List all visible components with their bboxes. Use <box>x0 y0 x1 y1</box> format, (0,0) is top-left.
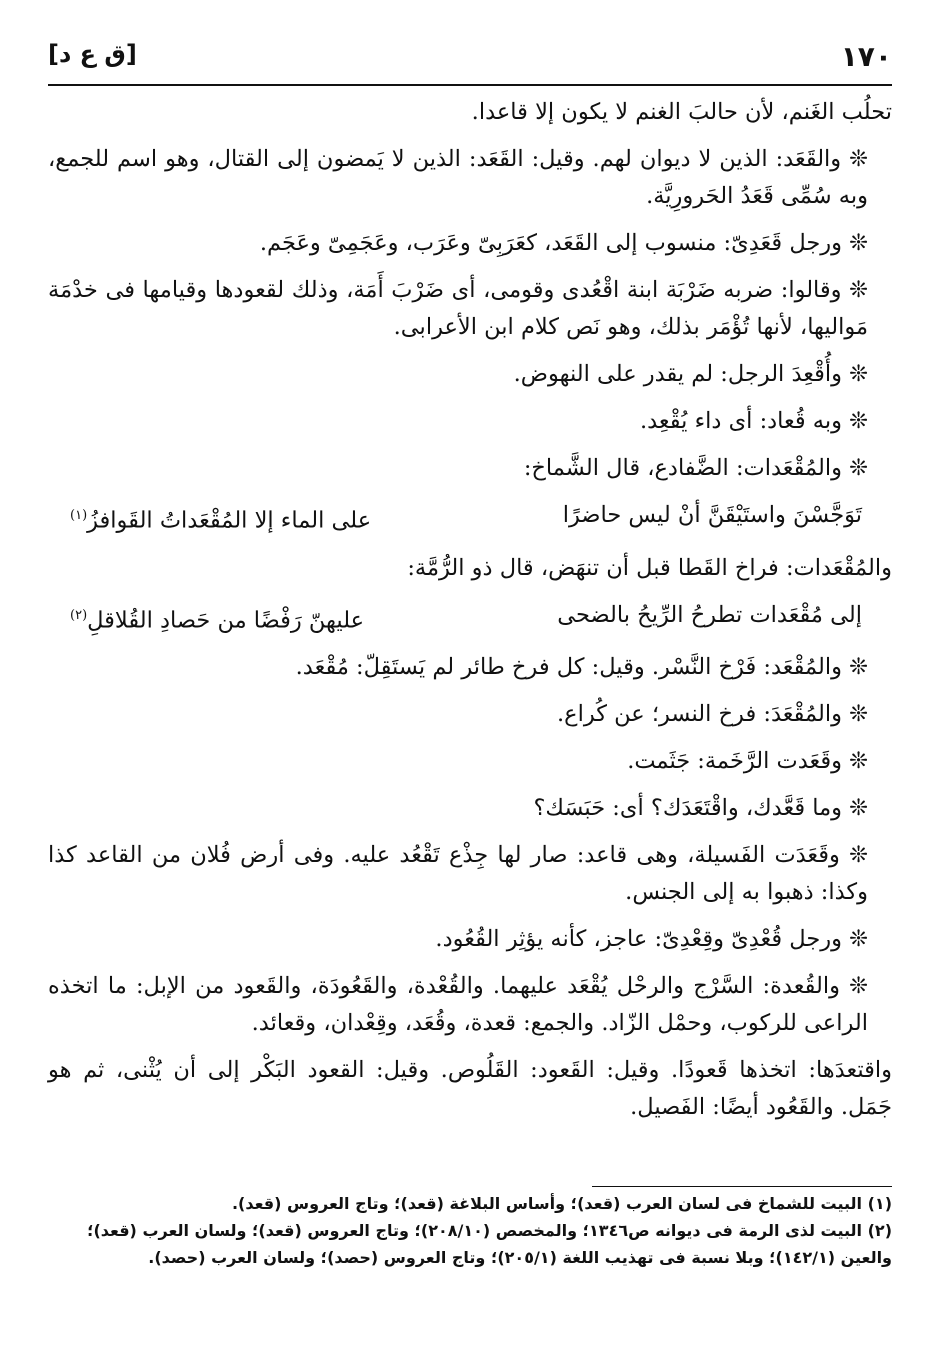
verse-dhu-rumma <box>48 597 892 640</box>
verse-hemistich-first: إلى مُقْعَدات تطرحُ الرِّيحُ بالضحى <box>557 601 862 628</box>
header-rule <box>48 84 892 86</box>
paragraph-qaadi: ❊ ورجل قَعَدِىّ: منسوب إلى القَعَد، كعَرَبِىّ وعَرَب، وعَجَمِىّ وعَجَم. <box>259 230 868 256</box>
footnote-rule <box>592 1186 892 1187</box>
paragraph-fasila: ❊ وقَعَدَت الفَسيلة، وهى قاعد: صار لها جِذْع تَقْعُد عليه. وفى أرض فُلان من القاعد كذا وكذا: ذهبوا به إلى الجنس. <box>48 842 868 905</box>
paragraph-iqtaada: واقتعدَها: اتخذها قَعودًا. وقيل: القَعود: القَلُوص. وقيل: القعود البَكْر إلى أن يُثْنى، ثم هو جَمَل. والقَعُود أيضًا: الفَصيل. <box>48 1057 892 1120</box>
verse-hemistich-second <box>70 497 371 540</box>
footnote-ref-2: (٢) <box>70 607 88 623</box>
verse-hemistich-first: تَوَجَّسْنَ واستَيْقَنَّ أنْ ليس حاضرًا <box>562 502 862 528</box>
footnote-ref-1: (١) <box>70 508 88 523</box>
paragraph-1: تحلُب الغَنم، لأن حالبَ الغنم لا يكون إلا قاعدا. <box>471 99 892 125</box>
paragraph-uqida: ❊ وأُقْعِدَ الرجل: لم يقدر على النهوض. <box>513 361 868 387</box>
paragraph-muqada: ❊ والمُقْعَدَ: فرخ النسر؛ عن كُراع. <box>557 701 868 727</box>
entry-body <box>48 94 892 1136</box>
paragraph-darba: ❊ وقالوا: ضربه ضَرْبَة ابنة اقْعُدى وقومى، أى ضَرْبَ أَمَة، وذلك لقعودها وقيامها فى خدْمَة مَواليها، لأنها تُؤْمَر بذلك، وهو نَص كلام ابن الأعرابى. <box>48 277 868 340</box>
paragraph-qudi: ❊ ورجل قُعْدِىّ وقِعْدِىّ: عاجز، كأنه يؤثِر القُعُود. <box>435 926 868 952</box>
paragraph-quad: ❊ وبه قُعاد: أى داء يُقْعِد. <box>639 408 868 434</box>
paragraph-muqadat: ❊ والمُقْعَدات: الضَّفادع، قال الشَّماخ: <box>523 455 868 481</box>
paragraph-rakhama: ❊ وقَعَدت الرَّخَمة: جَثَمت. <box>627 748 868 774</box>
verse-text: على الماء إلا المُقْعَداتُ القَوافزُ <box>87 507 372 534</box>
paragraph-qudah: ❊ والقُعدة: السَّرْج والرحْل يُقْعَد عليهما. والقُعْدة، والقَعُودَة، والقَعود من الإبل: ما اتخذه الراعى للركوب، وحمْل الزّاد. والجمع: قعدة، وقُعَد، وقِعْدان، وقعائد. <box>48 973 868 1036</box>
verse-text: عليهنّ رَفْضًا من حَصادِ القُلاقلِ <box>87 607 365 633</box>
paragraph-muqad: ❊ والمُقْعَد: فَرْخ النَّسْر. وقيل: كل فرخ طائر لم يَستَقِلّ: مُقْعَد. <box>295 654 868 680</box>
paragraph-qaddak: ❊ وما قَعَّدك، واقْتَعَدَك؟ أى: حَبَسَك؟ <box>533 795 868 821</box>
page-header <box>48 34 892 74</box>
verse-hemistich-second <box>70 597 364 640</box>
paragraph-muqadat-qata: والمُقْعَدات: فراخ القَطا قبل أن تنهَض، قال ذو الرُّمَّة: <box>407 554 892 581</box>
paragraph-qaad: ❊ والقَعَد: الذين لا ديوان لهم. وقيل: القَعَد: الذين لا يَمضون إلى القتال، وهو اسم للجمع، وبه سُمِّى قَعَدُ الحَرورِيَّة. <box>48 146 868 209</box>
verse-shammakh <box>48 497 892 540</box>
page-number: ١٧٠ <box>840 40 892 73</box>
root-label: [ق ع د] <box>48 40 137 68</box>
footnote-1: (١) البيت للشماخ فى لسان العرب (قعد)؛ وأساس البلاغة (قعد)؛ وتاج العروس (قعد). <box>231 1194 892 1213</box>
footnotes <box>48 1190 892 1271</box>
footnote-2: (٢) البيت لذى الرمة فى ديوانه ص١٣٤٦؛ والمخصص (٢٠٨/١٠)؛ وتاج العروس (قعد)؛ ولسان العرب (قعد)؛ والعين (١٤٢/١)؛ وبلا نسبة فى تهذيب اللغة (٢٠٥/١)؛ وتاج العروس (حصد)؛ ولسان العرب (حصد). <box>87 1221 892 1267</box>
